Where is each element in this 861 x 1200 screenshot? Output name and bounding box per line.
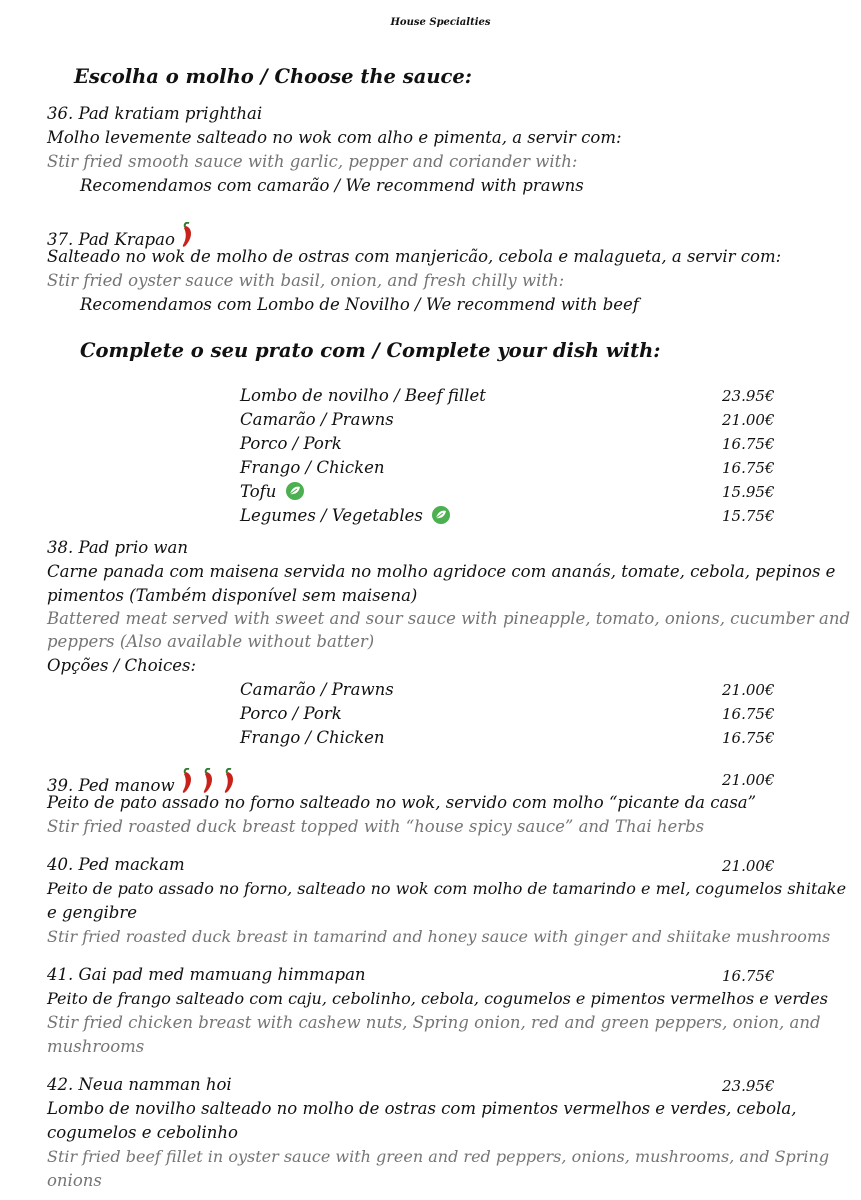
item-37-name: 37. Pad Krapao xyxy=(47,230,175,249)
item-42-en-line1: Stir fried beef fillet in oyster sauce with green and red peppers, onions, mushrooms, and Spring xyxy=(47,1147,830,1166)
item-38-choices-label: Opções / Choices: xyxy=(47,656,197,675)
item-36-en: Stir fried smooth sauce with garlic, pepper and coriander with: xyxy=(47,152,578,171)
item-39-price: 21.00€ xyxy=(722,771,775,789)
option-label: Porco / Pork xyxy=(240,434,342,453)
chili-icon xyxy=(222,768,238,794)
item-40-price: 21.00€ xyxy=(722,857,775,875)
item-42-name: 42. Neua namman hoi xyxy=(47,1075,232,1094)
item-39-pt: Peito de pato assado no forno salteado no wok, servido com molho “picante da casa” xyxy=(47,793,757,812)
option-label: Lombo de novilho / Beef fillet xyxy=(240,386,486,405)
sauce-heading: Escolha o molho / Choose the sauce: xyxy=(74,65,472,88)
option-price: 15.95€ xyxy=(722,483,775,501)
option-price: 23.95€ xyxy=(722,387,775,405)
chili-icon xyxy=(180,768,196,794)
item-42-price: 23.95€ xyxy=(722,1077,775,1095)
option-row-tofu xyxy=(240,481,304,503)
item-40-pt-line1: Peito de pato assado no forno, salteado no wok com molho de tamarindo e mel, cogumelos shitake xyxy=(47,879,847,898)
item-41-en-line1: Stir fried chicken breast with cashew nuts, Spring onion, red and green peppers, onion, and xyxy=(47,1013,821,1032)
choice-label: Porco / Pork xyxy=(240,704,342,723)
option-price: 21.00€ xyxy=(722,411,775,429)
item-38-en-line1: Battered meat served with sweet and sour sauce with pineapple, tomato, onions, cucumber and xyxy=(47,609,851,628)
item-41-pt: Peito de frango salteado com caju, cebolinho, cebola, cogumelos e pimentos vermelhos e verdes xyxy=(47,989,828,1008)
item-42-en-line2: onions xyxy=(47,1171,102,1190)
item-38-name: 38. Pad prio wan xyxy=(47,538,188,557)
page-title: House Specialties xyxy=(390,17,491,28)
item-37-recommend: Recomendamos com Lombo de Novilho / We recommend with beef xyxy=(80,295,639,314)
choice-price: 16.75€ xyxy=(722,705,775,723)
item-41-name: 41. Gai pad med mamuang himmapan xyxy=(47,965,366,984)
option-label: Camarão / Prawns xyxy=(240,410,394,429)
choice-price: 16.75€ xyxy=(722,729,775,747)
option-label: Legumes / Vegetables xyxy=(240,506,423,525)
option-price: 15.75€ xyxy=(722,507,775,525)
choice-label: Frango / Chicken xyxy=(240,728,385,747)
choice-label: Camarão / Prawns xyxy=(240,680,394,699)
item-38-pt-line2: pimentos (Também disponível sem maisena) xyxy=(47,586,418,605)
item-39-en: Stir fried roasted duck breast topped with “house spicy sauce” and Thai herbs xyxy=(47,817,705,836)
item-41-price: 16.75€ xyxy=(722,967,775,985)
item-38-en-line2: peppers (Also available without batter) xyxy=(47,632,375,651)
chili-icon xyxy=(180,222,196,248)
option-label: Tofu xyxy=(240,482,277,501)
item-38-pt-line1: Carne panada com maisena servida no molho agridoce com ananás, tomate, cebola, pepinos e xyxy=(47,562,836,581)
option-price: 16.75€ xyxy=(722,459,775,477)
vegan-leaf-icon xyxy=(432,506,450,524)
option-label: Frango / Chicken xyxy=(240,458,385,477)
option-price: 16.75€ xyxy=(722,435,775,453)
item-41-en-line2: mushrooms xyxy=(47,1037,145,1056)
item-36-pt: Molho levemente salteado no wok com alho e pimenta, a servir com: xyxy=(47,128,622,147)
choice-price: 21.00€ xyxy=(722,681,775,699)
vegan-leaf-icon xyxy=(286,482,304,500)
chili-icon xyxy=(201,768,217,794)
complete-heading: Complete o seu prato com / Complete your dish with: xyxy=(80,339,661,362)
item-36-recommend: Recomendamos com camarão / We recommend with prawns xyxy=(80,176,584,195)
option-row-vegetables xyxy=(240,505,450,527)
item-37-pt: Salteado no wok de molho de ostras com manjericão, cebola e malagueta, a servir com: xyxy=(47,247,782,266)
item-40-pt-line2: e gengibre xyxy=(47,903,138,922)
item-42-pt-line1: Lombo de novilho salteado no molho de ostras com pimentos vermelhos e verdes, cebola, xyxy=(47,1099,797,1118)
item-36-name: 36. Pad kratiam prighthai xyxy=(47,104,263,123)
item-40-en: Stir fried roasted duck breast in tamarind and honey sauce with ginger and shiitake mushrooms xyxy=(47,927,831,946)
item-39-name: 39. Ped manow xyxy=(47,776,175,795)
item-37-en: Stir fried oyster sauce with basil, onion, and fresh chilly with: xyxy=(47,271,565,290)
item-42-pt-line2: cogumelos e cebolinho xyxy=(47,1123,238,1142)
item-40-name: 40. Ped mackam xyxy=(47,855,185,874)
